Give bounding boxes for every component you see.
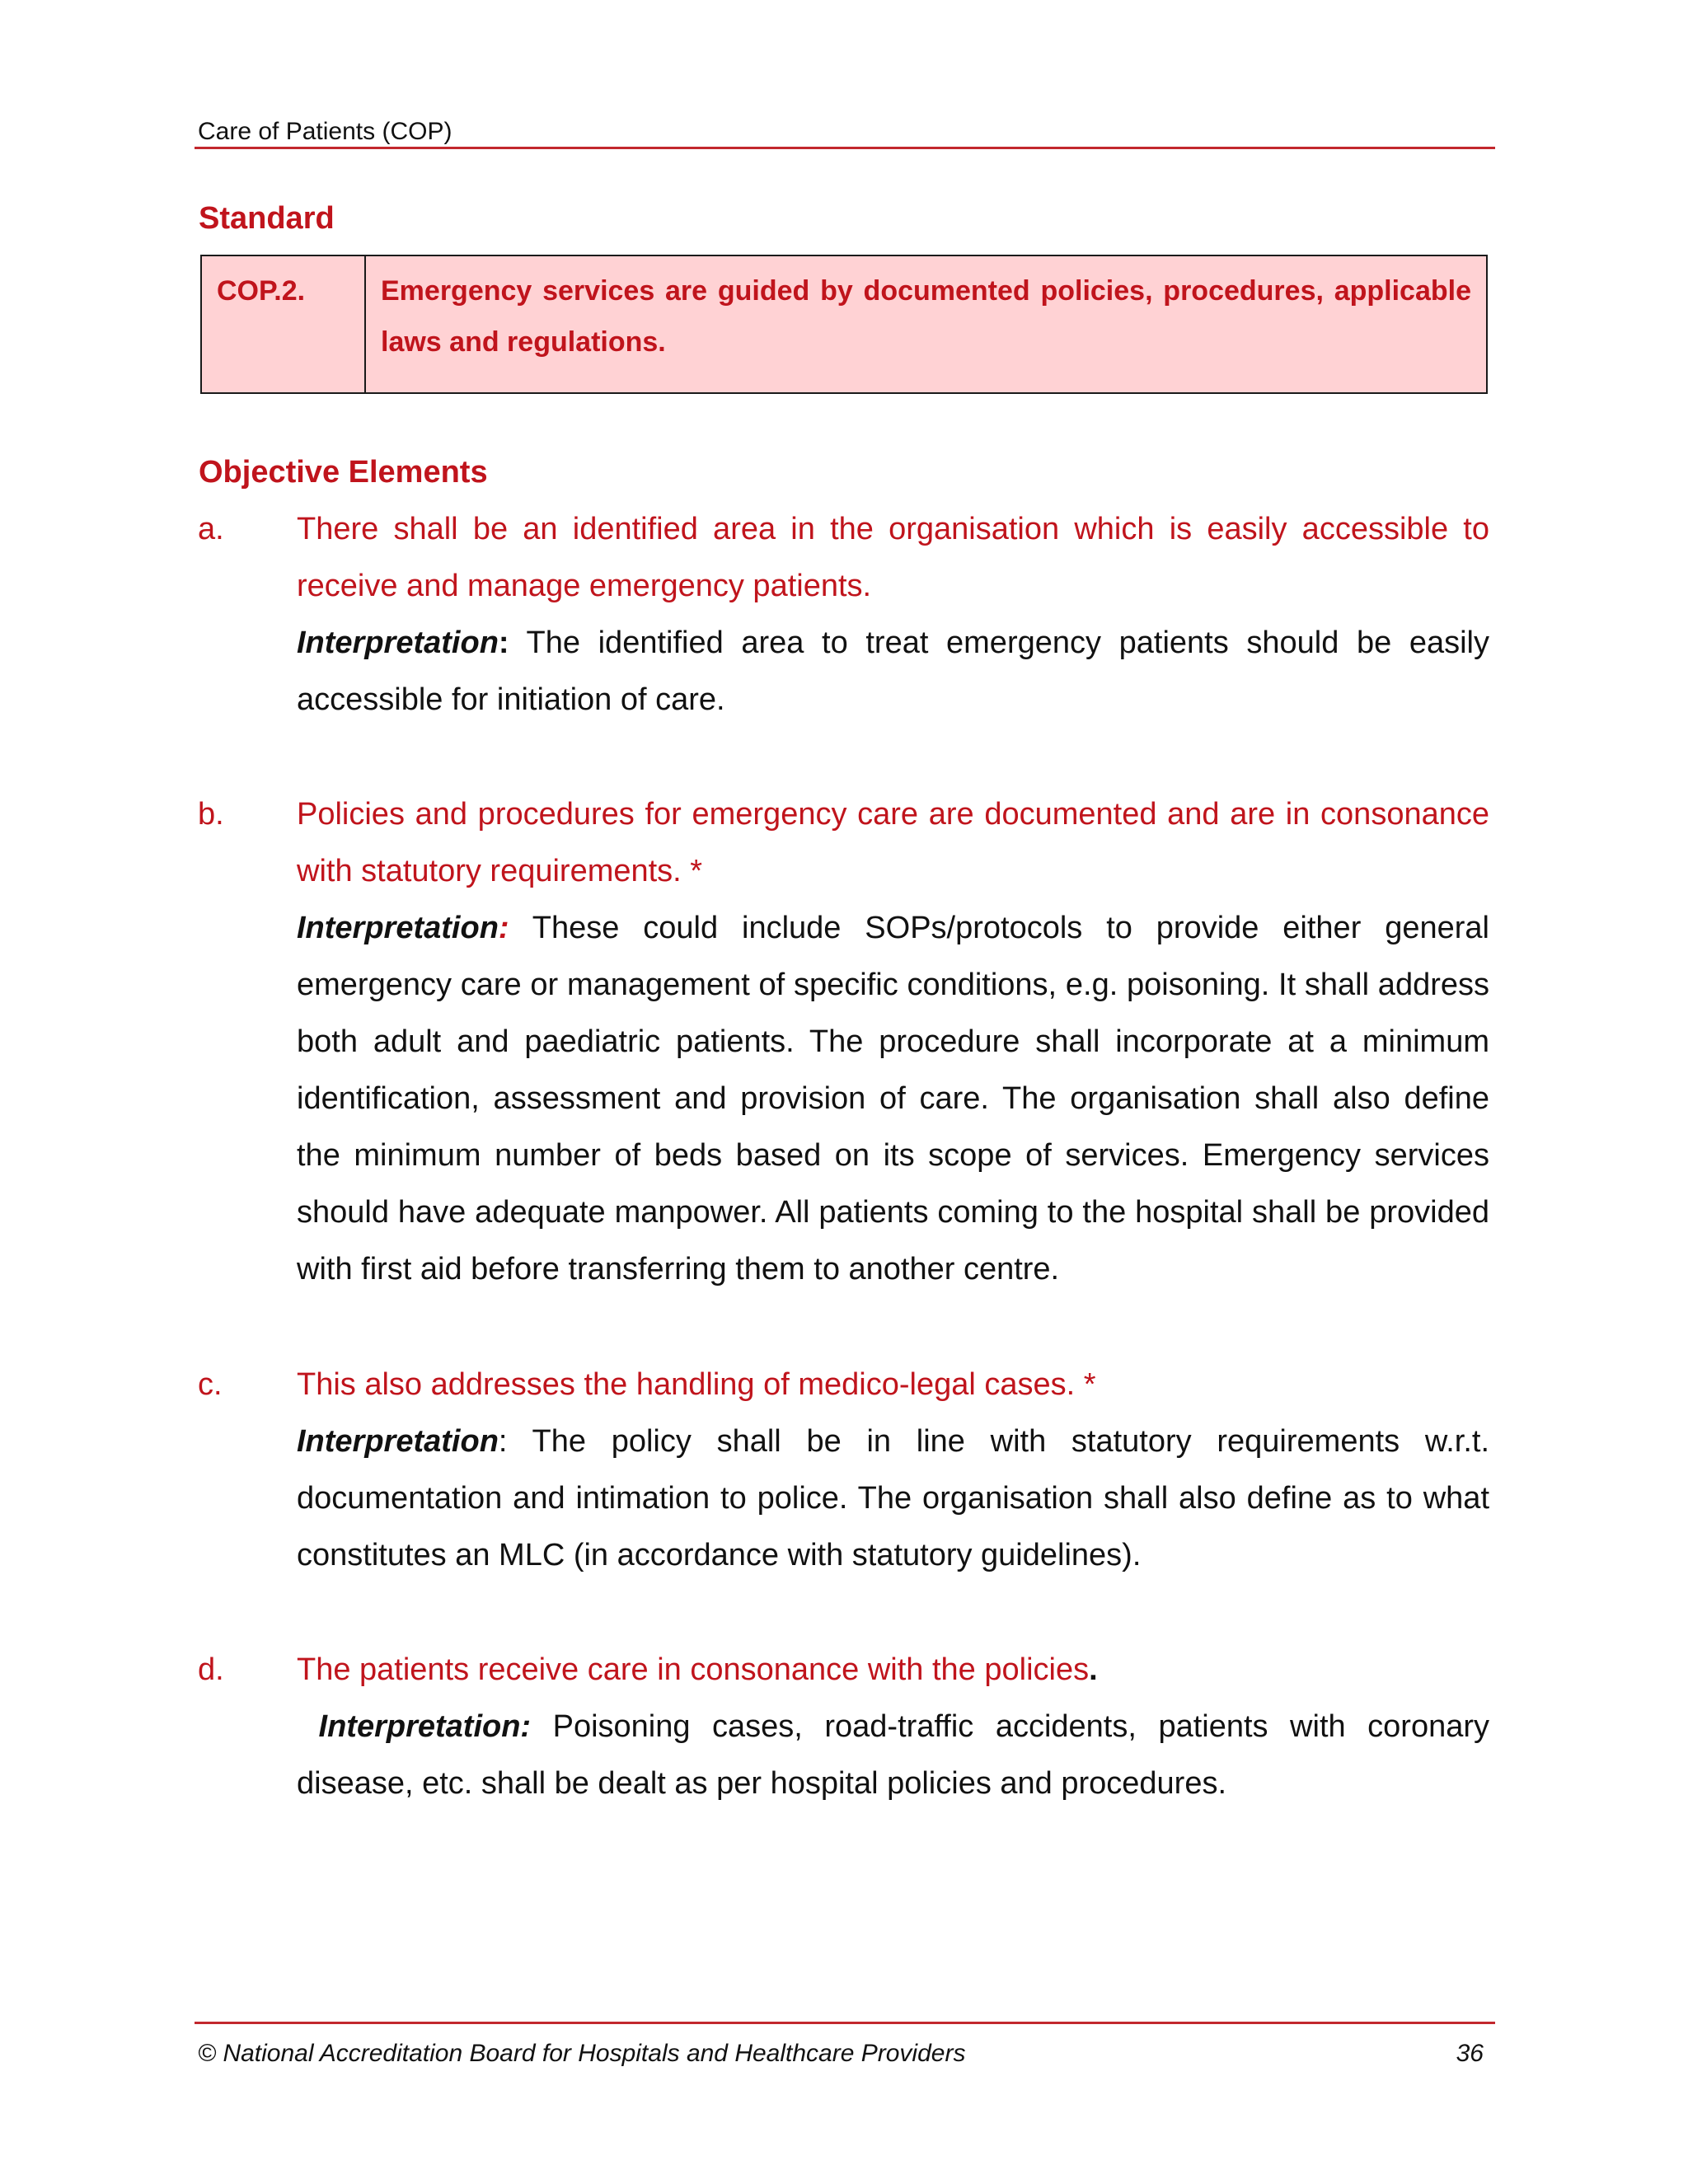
item-interpretation	[297, 1413, 1489, 1584]
interpretation-text: The identified area to treat emergency patients should be easily accessible for initiation of care.	[297, 626, 1489, 717]
item-statement: This also addresses the handling of medico-legal cases. *	[297, 1367, 1096, 1402]
interpretation-text: These could include SOPs/protocols to provide either general emergency care or management of specific conditions, e.g. poisoning. It shall address both adult and paediatric patients. The procedure shall incorporate at a minimum identification, assessment and provision of care. The organisation shall also define the minimum number of beds based on its scope of services. Emergency services should have adequate manpower. All patients coming to the hospital shall be provided with first aid before transferring them to another centre.	[297, 911, 1489, 1286]
interpretation-label: Interpretation	[297, 911, 499, 945]
interpretation-separator: :	[498, 1424, 508, 1459]
item-letter: a.	[198, 512, 224, 546]
interpretation-separator: :	[498, 626, 509, 660]
item-letter: b.	[198, 797, 224, 832]
standard-text: Emergency services are guided by documented policies, procedures, applicable laws and regulations.	[381, 275, 1471, 358]
objective-element-d	[198, 1642, 1489, 1812]
item-interpretation	[297, 1699, 1489, 1812]
item-statement: There shall be an identified area in the organisation which is easily accessible to receive and manage emergency patients.	[297, 512, 1489, 603]
interpretation-text: The policy shall be in line with statutory requirements w.r.t. documentation and intimation to police. The organisation shall also define as to what constitutes an MLC (in accordance with statutory guidelines).	[297, 1424, 1489, 1572]
item-interpretation	[297, 615, 1489, 729]
standard-code: COP.2.	[202, 256, 366, 392]
statement-end: .	[1089, 1652, 1098, 1687]
objective-elements-heading: Objective Elements	[199, 455, 488, 490]
interpretation-separator: :	[498, 911, 509, 945]
item-letter: c.	[198, 1367, 223, 1402]
objective-element-b	[198, 786, 1489, 1298]
page-number: 36	[1456, 2040, 1484, 2067]
header-rule	[195, 147, 1495, 149]
objective-element-a	[198, 501, 1489, 729]
item-statement: Policies and procedures for emergency care are documented and are in consonance with statutory requirements. *	[297, 797, 1489, 888]
objective-element-c	[198, 1357, 1489, 1584]
footer-copyright: © National Accreditation Board for Hospitals and Healthcare Providers	[198, 2040, 966, 2067]
footer-rule	[195, 2022, 1495, 2024]
statement-text: The patients receive care in consonance with the policies	[297, 1652, 1090, 1687]
running-header: Care of Patients (COP)	[198, 118, 452, 145]
standard-heading: Standard	[199, 201, 335, 236]
item-statement	[297, 1642, 1489, 1699]
interpretation-label: Interpretation	[297, 626, 499, 660]
interpretation-label: Interpretation:	[318, 1709, 532, 1744]
interpretation-label: Interpretation	[297, 1424, 499, 1459]
item-interpretation	[297, 900, 1489, 1298]
interpretation-text: Poisoning cases, road-traffic accidents, patients with coronary disease, etc. shall be dealt as per hospital policies and procedures.	[297, 1709, 1489, 1801]
standard-box	[200, 255, 1488, 394]
item-letter: d.	[198, 1652, 224, 1687]
